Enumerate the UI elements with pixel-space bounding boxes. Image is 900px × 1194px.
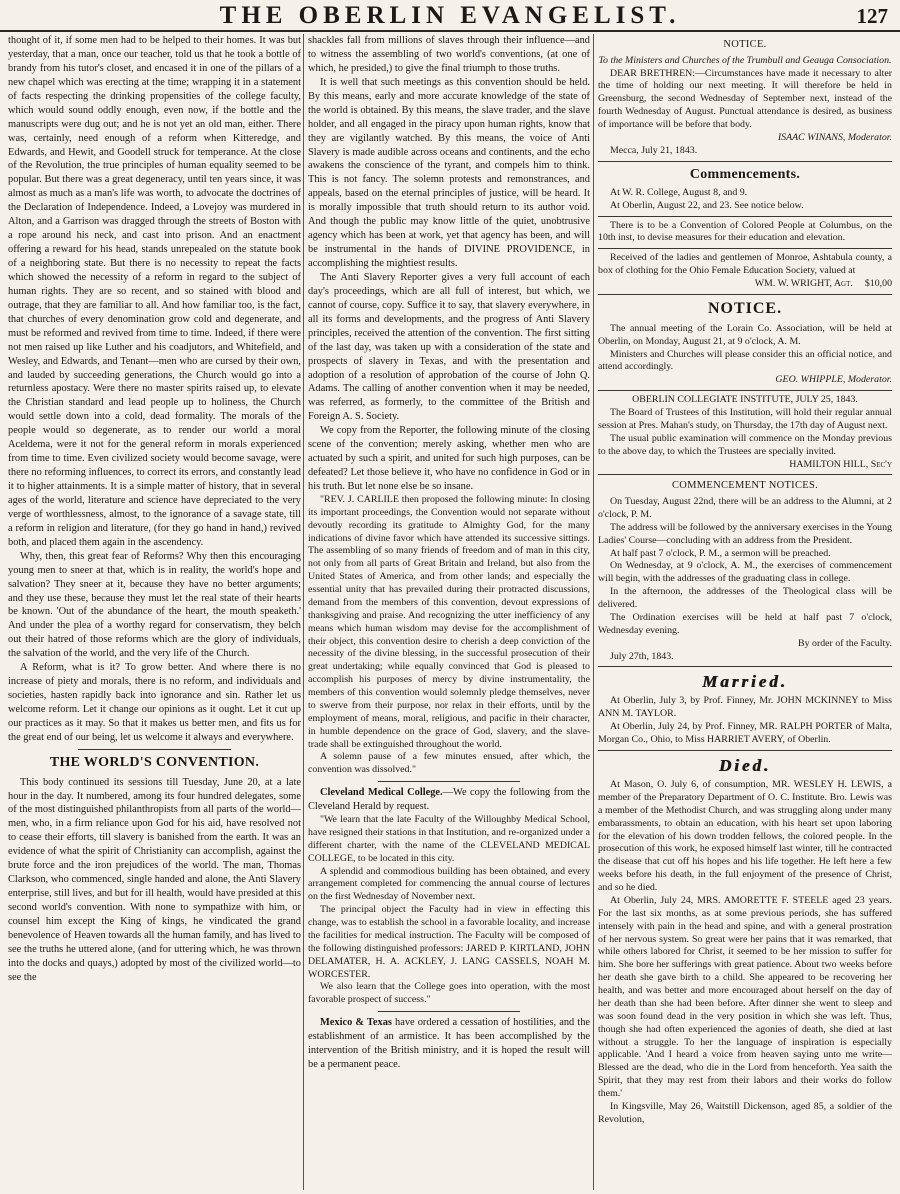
article-paragraph: shackles fall from millions of slaves through their influence—and to witness the assembling of two world's conventions, (at one of which, he presided,) to give the final triumph to those truths. [308,35,590,74]
column-right [598,34,892,1190]
column-rule [593,34,594,1190]
marriage-entry: At Oberlin, July 24, by Prof. Finney, MR. RALPH PORTER of Malta, Morgan Co., Ohio, to Miss HARRIET AVERY, of Oberlin. [598,721,892,746]
column-middle [308,34,590,1190]
divider [598,161,892,162]
divider [598,750,892,751]
marriage-entry: At Oberlin, July 3, by Prof. Finney, Mr. JOHN MCKINNEY to Miss ANN M. TAYLOR. [598,695,892,720]
news-item [308,786,590,814]
faculty-signature: By order of the Faculty. [798,637,892,649]
receipt-amount: $10,00 [864,278,892,290]
obituary-entry: At Mason, O. July 6, of consumption, MR. WESLEY H. LEWIS, a member of the Preparatory Department of O. C. Institute. Bro. Lewis was a member of the Methodist Church, and was struggling along under many embarassments, to obtain an education, with his heart set upon laboring for the elevation of his down trodden fellows, the colored people. In the prosecution of this work, he exposed himself last winter, till he contracted the disease that cut off his hopes and his life together. He left here a few weeks before his death, in the full enjoyment of the presence of Christ, and so he died. [598,779,892,894]
convention-notice: There is to be a Convention of Colored People at Columbus, on the 10th inst, to devise measures for their education and elevation. [598,219,892,244]
commencement-notices-heading: COMMENCEMENT NOTICES. [671,480,819,492]
quoted-paragraph: "We learn that the late Faculty of the Willoughby Medical School, have resigned their stations in that Institution, and re-organized under a different charter, with the name of the CLEVELAND MEDICAL COLLEGE, to be located in this city. [308,814,590,864]
news-item-title: Mexico & Texas [320,1017,392,1029]
column-left [8,34,301,1190]
divider [598,474,892,475]
commencement-notice: In the afternoon, the addresses of the Theological class will be delivered. [598,586,892,611]
article-paragraph: The Anti Slavery Reporter gives a very full account of each day's proceedings, which are all full of interest, but which, we cannot of course, copy. Suffice it to say, that slavery everywhere, in all its forms and developments, and the progress of Anti Slavery principles, received the attention of the convention. The first sitting of the last day, was taken up with a consideration of the state and prospects of slavery in Texas, and with the presentation and adoption of a resolution of approbation of the course of John Q. Adams. The calling of another convention when it may be needed, was referred, as formerly, to the committee of the British and Foreign A. S. Society. [308,271,590,423]
quoted-minute: A solemn pause of a few minutes ensued, after which, the convention was dissolved." [308,751,590,776]
institute-heading: OBERLIN COLLEGIATE INSTITUTE, JULY 25, 1843. [632,394,858,406]
commencement-notice: The Ordination exercises will be held at half past 7 o'clock, Wednesday evening. [598,611,892,636]
masthead [0,0,900,32]
divider [598,294,892,295]
divider [598,248,892,249]
married-heading: Married. [702,672,788,692]
notice-date: July 27th, 1843. [610,650,674,662]
column-rule [303,34,304,1190]
obituary-entry: At Oberlin, July 24, MRS. AMORETTE F. STEELE aged 23 years. For the last six months, as at some previous periods, she has suffered intensely with pain in the head and spine, and with a general prostration of her nervous system. So great were her pains that it was remarked, that while others labored for Christ, it seemed to be her mission to suffer for him. She bore her sufferings with great patience. About two weeks before her death she gave birth to a child. She appeared to be recovering her health, and was better and more encouraged about herself on the day of her death than she had been before. After dinner she went to sleep and was soon found dead in the very position in which she was left. Thus, though she had often experienced the agonies of death, she died at last without a struggle. To her the language of inspiration is especially applicable. 'And I heard a voice from heaven saying unto me write—Blessed are the dead, who die in the Lord from henceforth. Yea saith the Spirit, that they may rest from their labors and their works do follow them.' [598,894,892,1100]
news-item-title: Cleveland Medical College. [320,787,443,799]
news-item [308,1016,590,1072]
article-paragraph: It is well that such meetings as this convention should be held. By this means, early and more accurate knowledge of the state of the world is obtained. By this means, the slave trader, and the slave holder, and all engaged in the piracy upon human rights, know that they are vigilantly watched. By this means, the voice of Anti Slavery is made audible across oceans and continents, and the echo awakens the conscience of the tyrant, and compels him to think. This is not fancy. The solemn protests and remonstrances, and appeals, based on the eternal principles of justice, will be heard. It is morally impossible that truth should return to its author void. And though the public may know little of the quiet, unobtrusive agency which has been at work, yet that agency has been, and will be instrumental in the hands of DIVINE PROVIDENCE, in accomplishing the mightiest results. [308,76,590,269]
commencement-item: At Oberlin, August 22, and 23. See notice below. [610,199,804,211]
commencement-notice: At half past 7 o'clock, P. M., a sermon will be preached. [610,547,831,559]
divider [78,749,231,750]
commencement-notice: On Wednesday, at 9 o'clock, A. M., the exercises of commencement will begin, with the addresses of the graduating class in college. [598,560,892,585]
notice-body: Ministers and Churches will please consider this an official notice, and attend accordingly. [598,348,892,373]
notice-heading: NOTICE. [723,39,767,50]
notice-body: The annual meeting of the Lorain Co. Association, will be held at Oberlin, on Monday, August 21, at 9 o'clock, A. M. [598,322,892,347]
notice-heading: NOTICE. [707,299,783,317]
divider [598,390,892,391]
news-item-text: have ordered a cessation of hostilities, and the establishment of an armistice. It has been accomplished by the intervention of the British ministry, and it is hoped the result will be a permanent peace. [308,1017,590,1070]
receipt-signature: WM. W. WRIGHT, Agt. [754,278,853,290]
section-heading: THE WORLD'S CONVENTION. [49,754,260,770]
divider [598,666,892,667]
quoted-paragraph: A splendid and commodious building has been obtained, and every arrangement completed for commencing the annual course of lectures on the first Wednesday of November next. [308,865,590,903]
notice-date: Mecca, July 21, 1843. [610,144,698,156]
page-number: 127 [856,4,888,28]
commencement-notice: On Tuesday, August 22nd, there will be an address to the Alumni, at 2 o'clock, P. M. [598,496,892,520]
divider [378,1011,520,1012]
divider [378,781,520,782]
article-paragraph: This body continued its sessions till Tuesday, June 20, at a late hour in the day. It numbered, among its four hundred delegates, some of the most distinguished philanthropists from all parts of the world—men, who, in a firm reliance upon God for his aid, have resolved not to cease their efforts, till slavery is banished from the earth. It was an evidence of what the spirit of Christianity can accomplish, against the brute force and the iron prejudices of the world. The man, Thomas Clarkson, who commenced, single handed and alone, the Anti Slavery enterprise, still lives, and but for ill health, would have presided at this second world's convention. With none to sympathize with him, or counsel him except the King of kings, he vindicated the grand benevolence of Heaven towards all the human family, and has lived to see the truths he uttered alone, (and for uttering which, he was thrown into the docks and quays,) adopted by most of the civilized world—to see the [8,776,301,983]
institute-notice: The Board of Trustees of this Institution, will hold their regular annual session at Pres. Mahan's study, on Thursday, the 17th day of August next. [598,407,892,431]
obituary-entry: In Kingsville, May 26, Waitstill Dickenson, aged 85, a soldier of the Revolution, [598,1100,892,1125]
newspaper-title: THE OBERLIN EVANGELIST. [219,2,681,29]
article-paragraph: We copy from the Reporter, the following minute of the closing scene of the convention; merely asking, whether men who are actuated by such a spirit, and united for such high purposes, can be defeated? Let those believe it, who have no confidence in God or in his truth. But let none else be so insane. [308,425,590,492]
notice-subheading: To the Ministers and Churches of the Trumbull and Geauga Consociation. [598,54,892,66]
institute-notice: The usual public examination will commence on the Monday previous to the above day, to which the Trustees are specially invited. [598,432,892,457]
died-heading: Died. [718,755,772,775]
commencement-item: At W. R. College, August 8, and 9. [610,186,748,198]
quoted-paragraph: The principal object the Faculty had in view in effecting this change, was to establish the school in a favorable locality, and increase the facilities for medical instruction. The Faculty will be composed of the following distinguished professors: JARED P. KIRTLAND, JOHN DELAMATER, H. A. ACKLEY, J. LANG CASSELS, NOAH M. WORCESTER. [308,904,590,980]
institute-signature: HAMILTON HILL, Sec'y [789,458,892,470]
notice-signature: GEO. WHIPPLE, Moderator. [775,374,892,386]
quoted-paragraph: We also learn that the College goes into operation, with the most favorable prospect of success." [308,981,590,1006]
article-paragraph: A Reform, what is it? To grow better. And where there is no increase of piety and morals, there is no reform, and individuals and societies, hasten rapidly back into ignorance and sin. Rather let us welcome reform. Let it change our opinions as it ought. Let it cut up our practices as it may. So that it makes us better men, and fits us for the great end of our being, let us welcome it always and everywhere. [8,662,301,743]
notice-signature: ISAAC WINANS, Moderator. [777,131,892,143]
divider [598,216,892,217]
receipt-text: Received of the ladies and gentlemen of Monroe, Ashtabula county, a box of clothing for the Ohio Female Education Society, valued at [598,252,892,277]
quoted-minute: "REV. J. CARLILE then proposed the following minute: In closing its important proceedings, the Convention would not separate without devoutly recording its gratitude to Almighty God, for the many indications of divine favor which have attended its successive sittings. The assembling of so many friends of freedom and of man in this city, not only from all parts of Great Britain and Ireland, but also from the United States of America, and from other lands; and especially the essential unity that has prevailed during their protracted discussions, demand from the members of this convention, devout expressions of thanksgiving and praise. And recognizing the utter inefficiency of any means which human wisdom may devise for the accomplishment of their object, this convention desire to cherish a deep conviction of the necessity of the divine blessing, in the successful prosecution of their great undertaking; while equally convinced that God is pleased to accomplish his purposes of mercy by divine instrumentality, the members of this convention would solemnly pledge themselves, never to swerve from their purpose, nor relax in their efforts, until by the employment of means, moral, religious, and pacific in their character, in humble dependence on the grace of God, slavery, and the slave-trade shall be extinguished throughout the world. [308,493,590,750]
commencements-heading: Commencements. [689,166,801,182]
commencement-notice: The address will be followed by the anniversary exercises in the Young Ladies' Course—concluding with an address from the President. [598,521,892,546]
news-item-text: —We copy the following from the Cleveland Herald by request. [308,787,590,813]
article-paragraph: Why, then, this great fear of Reforms? Why then this encouraging young men to sneer at that, which is in reality, the world's hope and salvation? They sneer at it, because they have no better arguments; and they use these, because they must let the real state of their hearts be known. 'Out of the abundance of the heart, the mouth speaketh.' And under the plea of a worthy regard for conservatism, they belch out their hatred of those reforms which are the glory of individuals, the salvation of the world, and the very life of the Church. [8,550,301,660]
article-paragraph: thought of it, if some men had to be helped to their homes. It was but yesterday, that a man, once our teacher, told us that he took a bottle of brandy from his tutor's closet, and encased it in one of the pillars of a new chapel which was erecting at the time; wrapping it in a statement of facts respecting the drinking propensities of the college faculty, which would sound oddly enough, even now, if the bottle and the manuscripts were dug out; and he is not yet an old man, either. There was, certainly, need enough of a reform when Kitteredge, and Edwards, and Hewit, and Goodell struck for temperance. At the close of the Revolution, the true principles of human equality seemed to be popular. But there was a great degeneracy, until ten years since, it was almost as much as a man's life was worth, to advocate the doctrines of the Declaration of Independence. Indeed, a Lovejoy was murdered in Alton, and a Garrison was dragged through the streets of Boston with a rope around his neck, and cast into prison. And an enactment offering a reward for his head, stands unrepealed on the statute book of a neighboring state. But there is no necessity to repeat the facts which showed the necessity of a reform in regard to the subject of human rights. They are so recent, and so stained with blood and outrage, that they are familiar to all. And how familiar too, is the fact, that churches of every denomination grow cold and degenerate, and must be reformed and revived from time to time. Indeed, if there were not men raised up like Luther and his coadjutors, and Whitefield, and Wesley, and Edwards, and Tenant—men who are cursed by their own, and lauded by succeeding generations, the Church would go into a returnless apostacy. Were there no master spirits raised up, to elevate the Christian standard and lead people up to holiness, the Church would settle down into a cold, dead formality. The morals of the people would so degenerate, as to render our world a moral Aceldema, were it not for the general reform in morals experienced from time to time. Even civilized society would become savage, were there no reforming influences, to correct its errors, and constantly lead it to higher attainments. It is a simple matter of history, that in several ages of the world, literature and science have depreciated to the very verge of worthlessness, almost, to the ignorance of a savage state, till a reform in religion and literature, (for they go hand in hand,) revived both, and placed them again in the ascendency. [8,35,301,548]
notice-body: DEAR BRETHREN:—Circumstances have made it necessary to alter the time of holding our next meeting. It will therefore be held in Greensburg, the second Wednesday of September next, instead of the fourth Wednesday of August. Punctual attendance is desired, as business of importance will be before that body. [598,67,892,131]
